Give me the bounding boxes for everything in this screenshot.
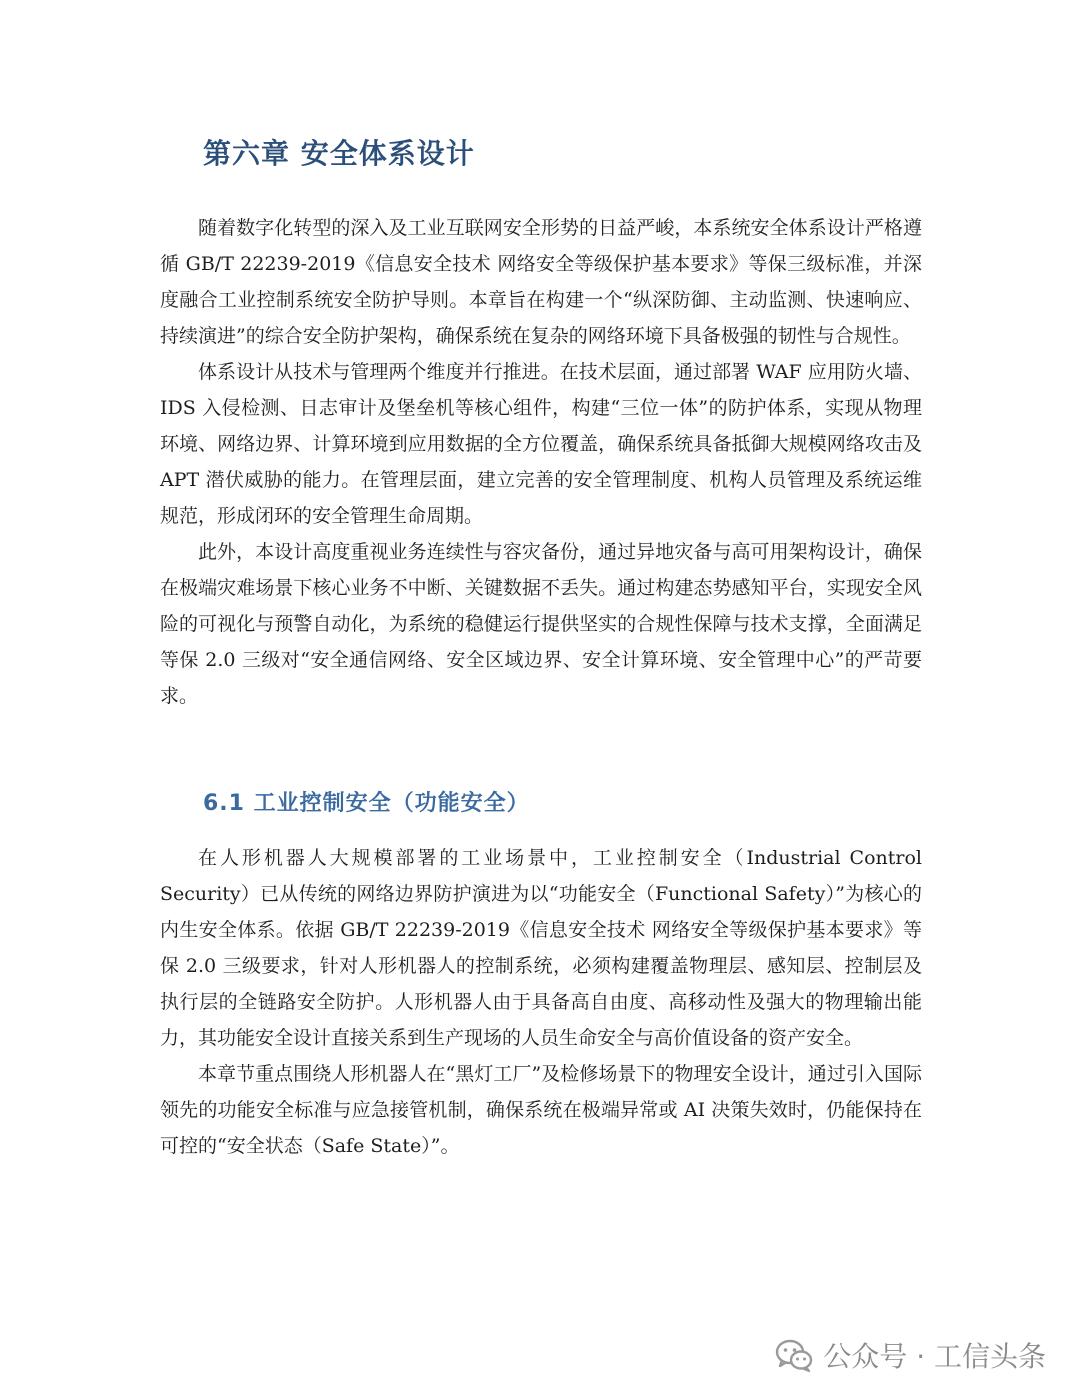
section-paragraph: 在人形机器人大规模部署的工业场景中，工业控制安全（Industrial Control Security）已从传统的网络边界防护演进为以“功能安全（Functional Safety）”为核心的内生安全体系。依据 GB/T 22239-2019《信息安全技术 网络安全等级保护基本要求》等保 2.0 三级要求，针对人形机器人的控制系统，必须构建覆盖物理层、感知层、控制层及执行层的全链路安全防护。人形机器人由于具备高自由度、高移动性及强大的物理输出能力，其功能安全设计直接关系到生产现场的人员生命安全与高价值设备的资产安全。 [160, 847, 922, 1049]
section-body [160, 840, 922, 1164]
section-paragraph: 本章节重点围绕人形机器人在“黑灯工厂”及检修场景下的物理安全设计，通过引入国际领先的功能安全标准与应急接管机制，确保系统在极端异常或 AI 决策失效时，仍能保持在可控的“安全状态（Safe State）”。 [160, 1063, 922, 1157]
watermark-text: 公众号 · 工信头条 [823, 1340, 1046, 1373]
chapter-title: 第六章 安全体系设计 [203, 137, 475, 170]
wechat-icon [775, 1338, 813, 1372]
watermark [775, 1335, 1046, 1375]
chapter-paragraph: 此外，本设计高度重视业务连续性与容灾备份，通过异地灾备与高可用架构设计，确保在极端灾难场景下核心业务不中断、关键数据不丢失。通过构建态势感知平台，实现安全风险的可视化与预警自动化，为系统的稳健运行提供坚实的合规性保障与技术支撑，全面满足等保 2.0 三级对“安全通信网络、安全区域边界、安全计算环境、安全管理中心”的严苛要求。 [160, 541, 922, 707]
chapter-paragraph: 体系设计从技术与管理两个维度并行推进。在技术层面，通过部署 WAF 应用防火墙、IDS 入侵检测、日志审计及堡垒机等核心组件，构建“三位一体”的防护体系，实现从物理环境、网络边界、计算环境到应用数据的全方位覆盖，确保系统具备抵御大规模网络攻击及 APT 潜伏威胁的能力。在管理层面，建立完善的安全管理制度、机构人员管理及系统运维规范，形成闭环的安全管理生命周期。 [160, 361, 922, 527]
chapter-paragraph: 随着数字化转型的深入及工业互联网安全形势的日益严峻，本系统安全体系设计严格遵循 GB/T 22239-2019《信息安全技术 网络安全等级保护基本要求》等保三级标准，并深度融合工业控制系统安全防护导则。本章旨在构建一个“纵深防御、主动监测、快速响应、持续演进”的综合安全防护架构，确保系统在复杂的网络环境下具备极强的韧性与合规性。 [160, 217, 922, 347]
chapter-body [160, 210, 922, 714]
section-title: 6.1 工业控制安全（功能安全） [203, 791, 530, 816]
